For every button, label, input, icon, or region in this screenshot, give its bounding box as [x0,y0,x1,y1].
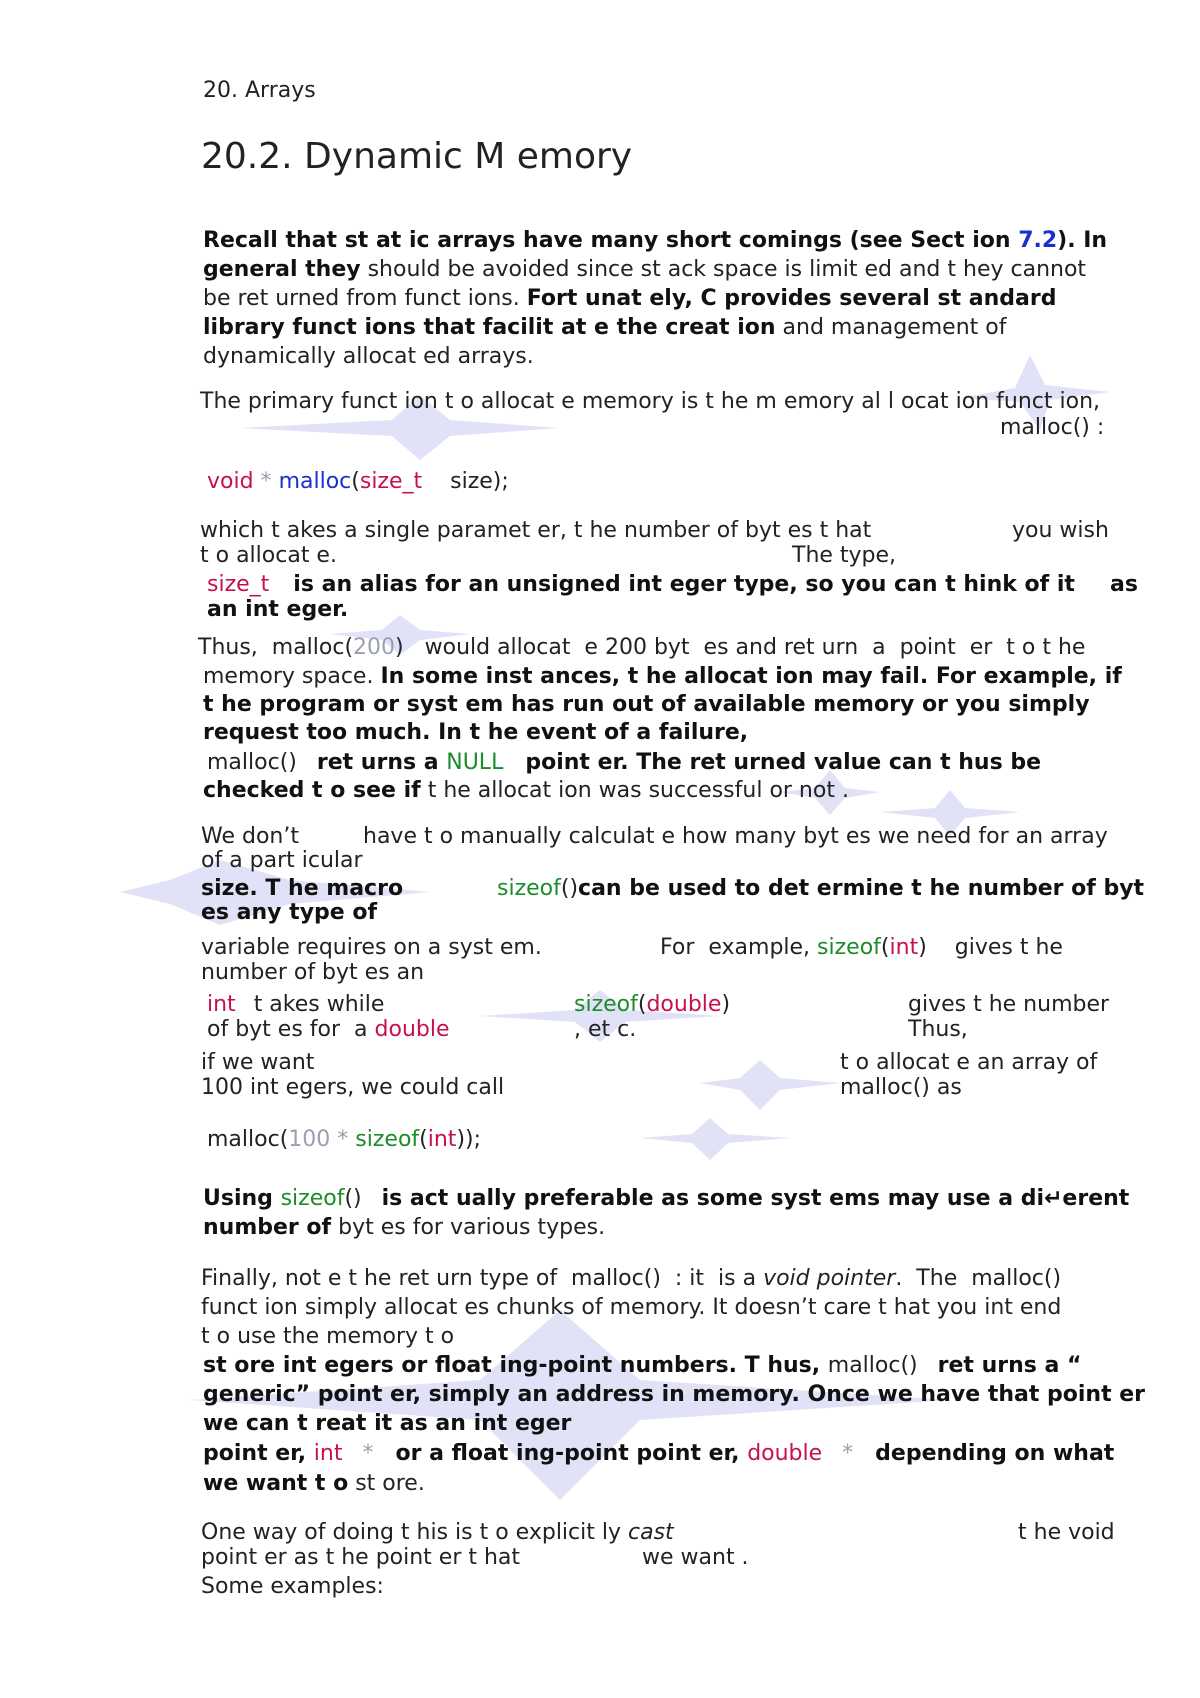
p5-line-5b: For example, sizeof(int) gives t he [660,935,1063,960]
p5-line-1a: We don’t [201,824,299,849]
p3-line-1b: you wish [1012,518,1109,543]
p7-line-7: point er, int * or a float ing-point point er, double * depending on what [203,1441,1115,1466]
p3-line-4: an int eger. [207,597,349,622]
p5-line-3a: size. T he macro [201,876,404,901]
p6-line-2: number of byt es for various types. [203,1215,606,1240]
p5-line-7b: sizeof(double) [574,992,731,1017]
p7-line-3: t o use the memory t o [201,1324,455,1349]
p4-line-2: memory space. In some inst ances, t he allocat ion may fail. For example, if [203,664,1122,689]
p1-line-5: dynamically allocat ed arrays. [203,344,534,369]
p7-line-1: Finally, not e t he ret urn type of malloc() : it is a void pointer. The malloc() [201,1266,1062,1291]
p5-line-2: of a part icular [201,848,363,873]
p5-line-9a: if we want [201,1050,315,1075]
p5-line-10a: 100 int egers, we could call [201,1075,505,1100]
section-title: 20.2. Dynamic M emory [201,136,633,177]
chapter-header: 20. Arrays [203,78,316,103]
p3-line-1a: which t akes a single paramet er, t he number of byt es t hat [200,518,872,543]
star-shape [700,1060,840,1110]
p5-line-3b: sizeof()can be used to det ermine t he number of byt [497,876,1145,901]
p5-line-8b: , et c. [574,1017,637,1042]
star-shape [640,1118,790,1160]
p3-line-2a: t o allocat e. [200,543,337,568]
p7-line-8: we want t o st ore. [203,1471,425,1496]
p5-line-4: es any type of [201,900,378,925]
code-malloc-sizeof-example: malloc(100 * sizeof(int)); [207,1127,482,1152]
p5-line-5a: variable requires on a syst em. [201,935,542,960]
p8-line-1b: t he void [1018,1520,1115,1545]
p8-line-3: Some examples: [201,1574,384,1599]
p5-line-7c: gives t he number [908,992,1110,1017]
p1-line-1: Recall that st at ic arrays have many short comings (see Sect ion 7.2). In [203,228,1108,253]
p2-line-2: malloc() : [1000,415,1105,440]
p1-line-2: general they should be avoided since st ack space is limit ed and t hey cannot [203,257,1087,282]
p7-line-6: we can t reat it as an int eger [203,1411,572,1436]
p8-line-1a: One way of doing t his is t o explicit ly cast [201,1520,674,1545]
p1-line-3: be ret urned from funct ions. Fort unat ely, C provides several st andard [203,286,1057,311]
p6-line-1: Using sizeof() is act ually preferable as some syst ems may use a di↵erent [203,1186,1130,1211]
p5-line-8c: Thus, [908,1017,968,1042]
p4-line-6: checked t o see if t he allocat ion was successful or not . [203,778,849,803]
p7-line-5: generic” point er, simply an address in memory. Once we have that point er [203,1382,1146,1407]
p8-line-2a: point er as t he point er t hat [201,1545,521,1570]
p5-line-9b: t o allocat e an array of [840,1050,1098,1075]
p3-line-2b: The type, [792,543,897,568]
p3-line-3: size_t is an alias for an unsigned int eger type, so you can t hink of it [207,572,1075,597]
p4-line-1: Thus, malloc(200) would allocat e 200 byt es and ret urn a point er t o t he [198,635,1086,660]
p5-line-1b: have t o manually calculat e how many byt es we need for an array [363,824,1108,849]
null-keyword: NULL [446,750,504,775]
p3-line-3c: as [1110,572,1138,597]
p4-line-3: t he program or syst em has run out of available memory or you simply [203,692,1090,717]
p7-line-4: st ore int egers or float ing-point numbers. T hus, malloc() ret urns a “ [203,1353,1082,1378]
p8-line-2b: we want . [642,1545,749,1570]
p5-line-7a: int t akes while [207,992,385,1017]
p7-line-2: funct ion simply allocat es chunks of memory. It doesn’t care t hat you int end [201,1295,1062,1320]
p2-line-1: The primary funct ion t o allocat e memory is t he m emory al l ocat ion funct ion, [200,389,1101,414]
p4-line-4: request too much. In t he event of a failure, [203,720,749,745]
p5-line-10b: malloc() as [840,1075,962,1100]
code-malloc-signature: void * malloc(size_t size); [207,469,509,494]
p5-line-6: number of byt es an [201,960,425,985]
section-ref-link[interactable]: 7.2 [1018,228,1058,253]
p1-line-4: library funct ions that facilit at e the creat ion and management of [203,315,1007,340]
p5-line-8a: of byt es for a double [207,1017,450,1042]
p4-line-5: malloc() ret urns a NULL point er. The ret urned value can t hus be [207,750,1042,775]
